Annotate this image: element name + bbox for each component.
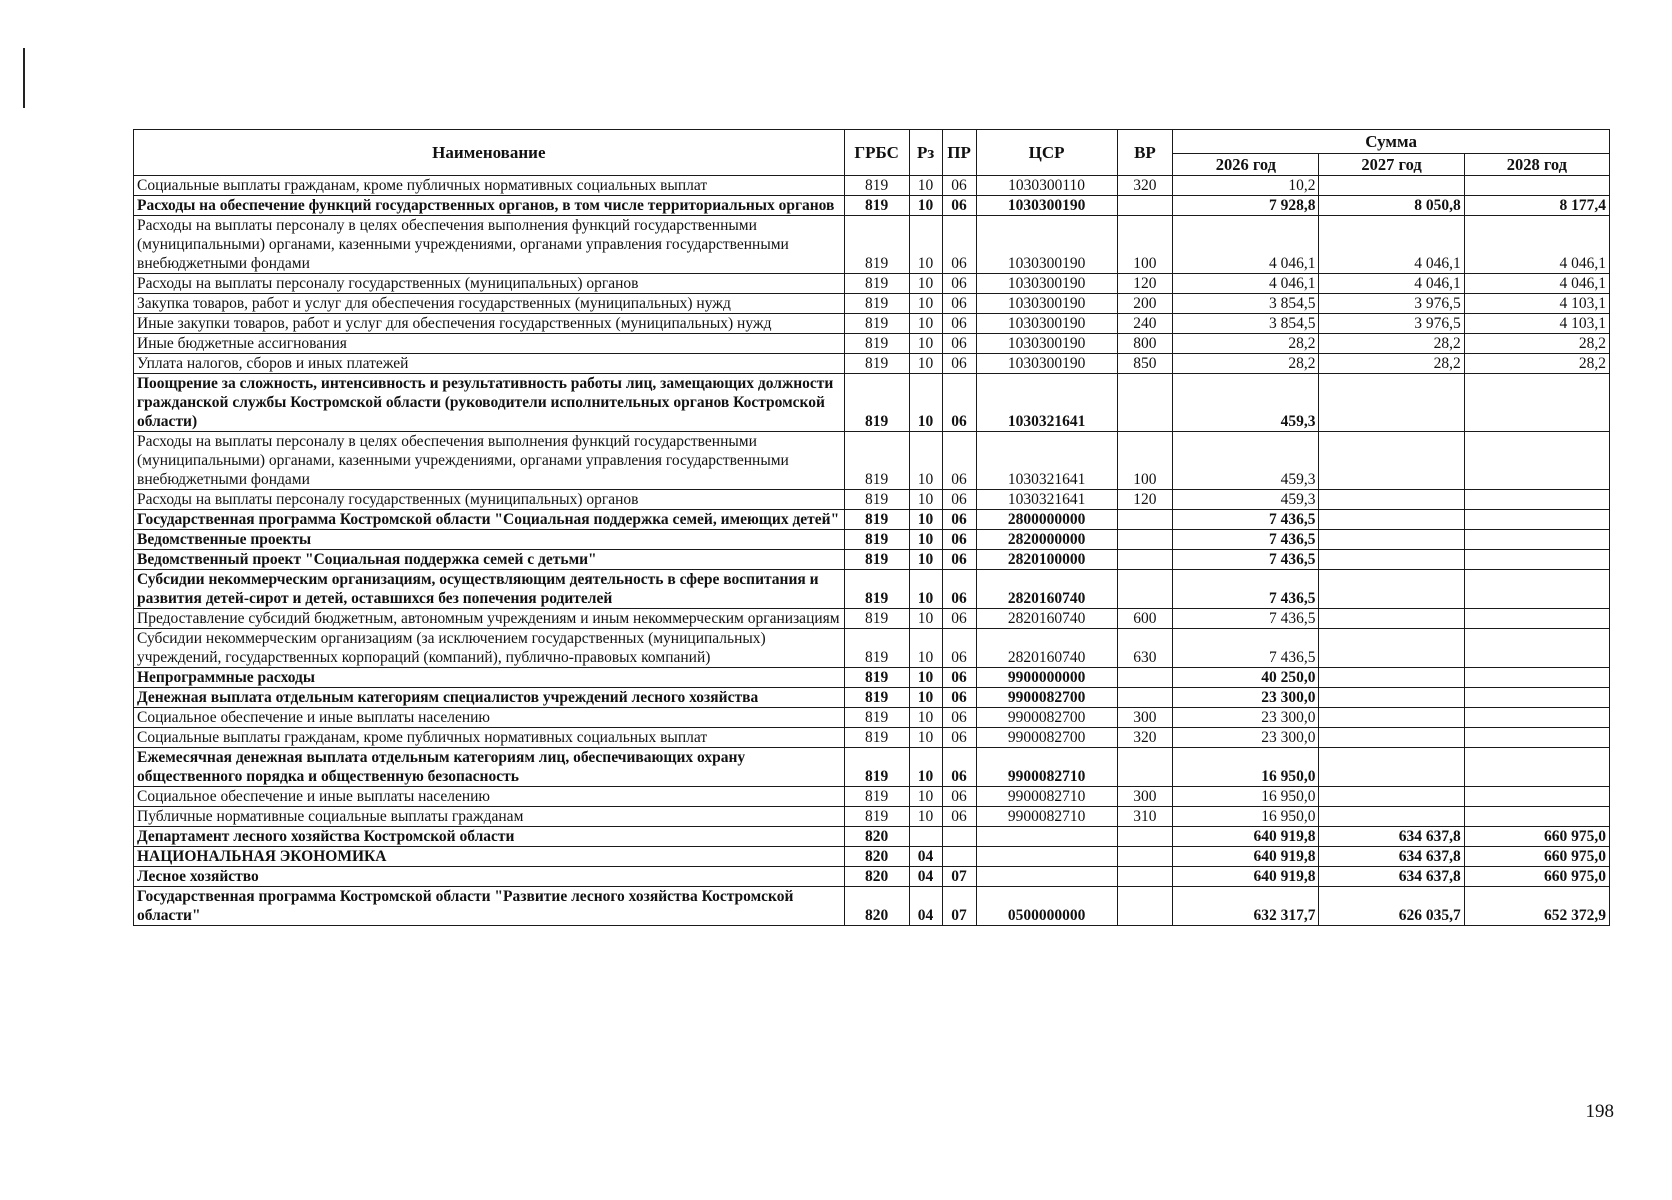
- cell-sum-2026: 7 436,5: [1173, 530, 1319, 550]
- cell-rz: 10: [909, 374, 942, 432]
- cell-sum-2027: 8 050,8: [1319, 196, 1464, 216]
- cell-grbs: 819: [844, 196, 909, 216]
- cell-name: Государственная программа Костромской области "Социальная поддержка семей, имеющих детей": [134, 510, 845, 530]
- table-row: [134, 787, 1610, 807]
- table-row: [134, 196, 1610, 216]
- cell-vr: [1117, 827, 1173, 847]
- header-name: Наименование: [134, 130, 845, 176]
- cell-name: Департамент лесного хозяйства Костромской области: [134, 827, 845, 847]
- cell-sum-2028: [1464, 374, 1609, 432]
- cell-pr: 06: [942, 294, 976, 314]
- cell-rz: 10: [909, 530, 942, 550]
- cell-pr: 06: [942, 314, 976, 334]
- cell-sum-2026: 7 436,5: [1173, 570, 1319, 609]
- cell-rz: 10: [909, 294, 942, 314]
- cell-pr: 07: [942, 887, 976, 926]
- table-row: [134, 570, 1610, 609]
- cell-sum-2026: 28,2: [1173, 334, 1319, 354]
- cell-name: Социальные выплаты гражданам, кроме публичных нормативных социальных выплат: [134, 728, 845, 748]
- cell-csr: 9900082700: [976, 708, 1117, 728]
- cell-grbs: 819: [844, 334, 909, 354]
- cell-grbs: 819: [844, 314, 909, 334]
- cell-name: Предоставление субсидий бюджетным, автономным учреждениям и иным некоммерческим организациям: [134, 609, 845, 629]
- cell-sum-2026: 40 250,0: [1173, 668, 1319, 688]
- cell-grbs: 819: [844, 688, 909, 708]
- cell-vr: 200: [1117, 294, 1173, 314]
- cell-sum-2027: [1319, 530, 1464, 550]
- table-row: [134, 374, 1610, 432]
- cell-vr: [1117, 847, 1173, 867]
- cell-sum-2028: [1464, 530, 1609, 550]
- cell-rz: 10: [909, 196, 942, 216]
- cell-pr: 06: [942, 708, 976, 728]
- cell-csr: 9900000000: [976, 668, 1117, 688]
- table-row: [134, 748, 1610, 787]
- cell-sum-2026: 16 950,0: [1173, 807, 1319, 827]
- cell-sum-2028: [1464, 570, 1609, 609]
- cell-sum-2028: 8 177,4: [1464, 196, 1609, 216]
- cell-rz: [909, 827, 942, 847]
- cell-sum-2028: 28,2: [1464, 354, 1609, 374]
- cell-vr: 300: [1117, 708, 1173, 728]
- cell-name: Расходы на выплаты персоналу государственных (муниципальных) органов: [134, 490, 845, 510]
- cell-name: Социальное обеспечение и иные выплаты населению: [134, 708, 845, 728]
- cell-sum-2028: 652 372,9: [1464, 887, 1609, 926]
- cell-pr: 06: [942, 748, 976, 787]
- cell-rz: 10: [909, 787, 942, 807]
- cell-sum-2027: [1319, 550, 1464, 570]
- cell-sum-2028: [1464, 807, 1609, 827]
- cell-sum-2028: [1464, 432, 1609, 490]
- cell-csr: 1030300190: [976, 274, 1117, 294]
- header-csr: ЦСР: [976, 130, 1117, 176]
- cell-sum-2028: [1464, 787, 1609, 807]
- cell-pr: 06: [942, 570, 976, 609]
- cell-rz: 10: [909, 510, 942, 530]
- cell-rz: 10: [909, 354, 942, 374]
- cell-sum-2027: 626 035,7: [1319, 887, 1464, 926]
- table-row: [134, 688, 1610, 708]
- cell-sum-2027: [1319, 629, 1464, 668]
- cell-name: Ежемесячная денежная выплата отдельным категориям лиц, обеспечивающих охрану общественного порядка и общественную безопасность: [134, 748, 845, 787]
- cell-sum-2028: [1464, 609, 1609, 629]
- cell-sum-2028: [1464, 510, 1609, 530]
- cell-pr: 06: [942, 274, 976, 294]
- cell-csr: 1030300190: [976, 334, 1117, 354]
- cell-sum-2028: 4 103,1: [1464, 294, 1609, 314]
- cell-pr: 06: [942, 668, 976, 688]
- cell-pr: 06: [942, 490, 976, 510]
- cell-pr: [942, 847, 976, 867]
- cell-sum-2028: [1464, 728, 1609, 748]
- cell-sum-2028: [1464, 490, 1609, 510]
- cell-sum-2028: 660 975,0: [1464, 827, 1609, 847]
- cell-pr: 06: [942, 609, 976, 629]
- cell-pr: 06: [942, 629, 976, 668]
- table-row: [134, 827, 1610, 847]
- cell-sum-2028: [1464, 748, 1609, 787]
- cell-sum-2026: 23 300,0: [1173, 708, 1319, 728]
- cell-vr: [1117, 374, 1173, 432]
- cell-csr: 2820160740: [976, 570, 1117, 609]
- cell-name: Непрограммные расходы: [134, 668, 845, 688]
- cell-sum-2026: 23 300,0: [1173, 728, 1319, 748]
- header-vr: ВР: [1117, 130, 1173, 176]
- cell-sum-2027: 634 637,8: [1319, 827, 1464, 847]
- cell-csr: 1030300110: [976, 176, 1117, 196]
- cell-rz: 10: [909, 609, 942, 629]
- page-number: 198: [1585, 1101, 1614, 1122]
- cell-vr: 320: [1117, 176, 1173, 196]
- header-grbs: ГРБС: [844, 130, 909, 176]
- cell-grbs: 819: [844, 570, 909, 609]
- cell-name: Расходы на выплаты персоналу государственных (муниципальных) органов: [134, 274, 845, 294]
- cell-sum-2026: 28,2: [1173, 354, 1319, 374]
- cell-rz: 10: [909, 688, 942, 708]
- table-row: [134, 432, 1610, 490]
- cell-pr: 06: [942, 354, 976, 374]
- cell-csr: 9900082700: [976, 688, 1117, 708]
- table-row: [134, 490, 1610, 510]
- cell-sum-2028: [1464, 688, 1609, 708]
- cell-csr: 9900082710: [976, 748, 1117, 787]
- cell-sum-2027: [1319, 688, 1464, 708]
- cell-name: Расходы на обеспечение функций государственных органов, в том числе территориальных органов: [134, 196, 845, 216]
- cell-vr: [1117, 550, 1173, 570]
- cell-sum-2026: 4 046,1: [1173, 216, 1319, 274]
- cell-vr: [1117, 196, 1173, 216]
- cell-pr: 07: [942, 867, 976, 887]
- header-pr: ПР: [942, 130, 976, 176]
- cell-csr: 1030321641: [976, 374, 1117, 432]
- cell-csr: 2800000000: [976, 510, 1117, 530]
- cell-grbs: 819: [844, 274, 909, 294]
- cell-name: Государственная программа Костромской области "Развитие лесного хозяйства Костромской области": [134, 887, 845, 926]
- cell-grbs: 819: [844, 294, 909, 314]
- cell-sum-2027: [1319, 510, 1464, 530]
- cell-csr: 1030321641: [976, 490, 1117, 510]
- cell-name: Расходы на выплаты персоналу в целях обеспечения выполнения функций государственными (муниципальными) органами, казенными учреждениями, органами управления государственными внебюджетными фондами: [134, 432, 845, 490]
- cell-rz: 10: [909, 728, 942, 748]
- cell-vr: [1117, 867, 1173, 887]
- cell-sum-2026: 7 928,8: [1173, 196, 1319, 216]
- cell-sum-2027: [1319, 176, 1464, 196]
- table-row: [134, 609, 1610, 629]
- cell-rz: 10: [909, 807, 942, 827]
- cell-vr: 120: [1117, 490, 1173, 510]
- cell-pr: 06: [942, 510, 976, 530]
- table-row: [134, 708, 1610, 728]
- cell-grbs: 820: [844, 847, 909, 867]
- cell-vr: 300: [1117, 787, 1173, 807]
- cell-sum-2028: 660 975,0: [1464, 867, 1609, 887]
- cell-grbs: 819: [844, 490, 909, 510]
- cell-vr: 800: [1117, 334, 1173, 354]
- table-row: [134, 334, 1610, 354]
- cell-vr: [1117, 510, 1173, 530]
- cell-name: Закупка товаров, работ и услуг для обеспечения государственных (муниципальных) нужд: [134, 294, 845, 314]
- cell-rz: 10: [909, 274, 942, 294]
- cell-csr: 1030300190: [976, 314, 1117, 334]
- table-header: [134, 130, 1610, 176]
- cell-name: Поощрение за сложность, интенсивность и результативность работы лиц, замещающих должности гражданской службы Костромской области (руководители исполнительных органов Костромской области): [134, 374, 845, 432]
- table-row: [134, 216, 1610, 274]
- cell-sum-2028: [1464, 668, 1609, 688]
- cell-name: Денежная выплата отдельным категориям специалистов учреждений лесного хозяйства: [134, 688, 845, 708]
- cell-sum-2028: 4 046,1: [1464, 216, 1609, 274]
- cell-rz: 10: [909, 490, 942, 510]
- cell-sum-2027: 3 976,5: [1319, 294, 1464, 314]
- cell-vr: 100: [1117, 216, 1173, 274]
- cell-pr: 06: [942, 688, 976, 708]
- cell-sum-2027: 4 046,1: [1319, 216, 1464, 274]
- cell-sum-2026: 7 436,5: [1173, 609, 1319, 629]
- cell-vr: 850: [1117, 354, 1173, 374]
- cell-sum-2026: 7 436,5: [1173, 550, 1319, 570]
- cell-sum-2027: [1319, 748, 1464, 787]
- cell-vr: [1117, 887, 1173, 926]
- cell-sum-2027: [1319, 490, 1464, 510]
- cell-csr: 1030300190: [976, 216, 1117, 274]
- cell-sum-2026: 459,3: [1173, 490, 1319, 510]
- cell-sum-2027: [1319, 807, 1464, 827]
- cell-name: Ведомственный проект "Социальная поддержка семей с детьми": [134, 550, 845, 570]
- cell-sum-2028: [1464, 176, 1609, 196]
- cell-rz: 04: [909, 867, 942, 887]
- cell-vr: 320: [1117, 728, 1173, 748]
- cell-vr: [1117, 570, 1173, 609]
- cell-sum-2027: [1319, 668, 1464, 688]
- cell-csr: 1030300190: [976, 294, 1117, 314]
- header-year-2028: 2028 год: [1464, 154, 1609, 176]
- cell-vr: 630: [1117, 629, 1173, 668]
- cell-sum-2026: 16 950,0: [1173, 748, 1319, 787]
- cell-csr: [976, 867, 1117, 887]
- cell-csr: [976, 827, 1117, 847]
- cell-grbs: 819: [844, 609, 909, 629]
- cell-sum-2027: [1319, 609, 1464, 629]
- cell-rz: 10: [909, 570, 942, 609]
- table-row: [134, 728, 1610, 748]
- cell-pr: 06: [942, 334, 976, 354]
- cell-name: Иные бюджетные ассигнования: [134, 334, 845, 354]
- cell-csr: 1030321641: [976, 432, 1117, 490]
- cell-pr: 06: [942, 216, 976, 274]
- cell-sum-2028: [1464, 629, 1609, 668]
- cell-csr: 1030300190: [976, 196, 1117, 216]
- table-row: [134, 629, 1610, 668]
- header-year-2026: 2026 год: [1173, 154, 1319, 176]
- cell-csr: 2820000000: [976, 530, 1117, 550]
- cell-vr: [1117, 748, 1173, 787]
- cell-pr: 06: [942, 787, 976, 807]
- cell-vr: 310: [1117, 807, 1173, 827]
- cell-grbs: 819: [844, 432, 909, 490]
- table-row: [134, 887, 1610, 926]
- cell-rz: 10: [909, 748, 942, 787]
- cell-rz: 10: [909, 629, 942, 668]
- cell-pr: 06: [942, 728, 976, 748]
- table-row: [134, 274, 1610, 294]
- cell-pr: 06: [942, 196, 976, 216]
- cell-csr: 9900082710: [976, 807, 1117, 827]
- cell-name: Лесное хозяйство: [134, 867, 845, 887]
- cell-sum-2026: 459,3: [1173, 374, 1319, 432]
- cell-sum-2027: 28,2: [1319, 334, 1464, 354]
- cell-vr: 120: [1117, 274, 1173, 294]
- cell-sum-2026: 16 950,0: [1173, 787, 1319, 807]
- cell-name: Субсидии некоммерческим организациям (за исключением государственных (муниципальных) учреждений, государственных корпораций (компаний), публично-правовых компаний): [134, 629, 845, 668]
- table-row: [134, 550, 1610, 570]
- cell-sum-2027: 3 976,5: [1319, 314, 1464, 334]
- cell-sum-2026: 4 046,1: [1173, 274, 1319, 294]
- table-row: [134, 354, 1610, 374]
- margin-mark: [23, 48, 25, 108]
- cell-rz: 10: [909, 432, 942, 490]
- cell-grbs: 819: [844, 728, 909, 748]
- cell-rz: 04: [909, 887, 942, 926]
- table-row: [134, 314, 1610, 334]
- cell-sum-2026: 632 317,7: [1173, 887, 1319, 926]
- cell-sum-2026: 640 919,8: [1173, 867, 1319, 887]
- cell-name: Социальные выплаты гражданам, кроме публичных нормативных социальных выплат: [134, 176, 845, 196]
- cell-grbs: 819: [844, 510, 909, 530]
- cell-vr: 240: [1117, 314, 1173, 334]
- table-row: [134, 847, 1610, 867]
- cell-sum-2026: 3 854,5: [1173, 314, 1319, 334]
- cell-sum-2028: 660 975,0: [1464, 847, 1609, 867]
- cell-rz: 10: [909, 216, 942, 274]
- cell-grbs: 819: [844, 354, 909, 374]
- cell-vr: 600: [1117, 609, 1173, 629]
- cell-grbs: 819: [844, 748, 909, 787]
- table-row: [134, 668, 1610, 688]
- cell-sum-2028: 28,2: [1464, 334, 1609, 354]
- cell-rz: 10: [909, 314, 942, 334]
- header-year-2027: 2027 год: [1319, 154, 1464, 176]
- cell-csr: 0500000000: [976, 887, 1117, 926]
- cell-vr: [1117, 688, 1173, 708]
- cell-sum-2027: [1319, 374, 1464, 432]
- table-row: [134, 867, 1610, 887]
- cell-grbs: 820: [844, 827, 909, 847]
- cell-sum-2027: 634 637,8: [1319, 867, 1464, 887]
- cell-grbs: 819: [844, 374, 909, 432]
- cell-sum-2027: 4 046,1: [1319, 274, 1464, 294]
- table-row: [134, 294, 1610, 314]
- header-sum: Сумма: [1173, 130, 1610, 154]
- cell-sum-2028: 4 103,1: [1464, 314, 1609, 334]
- cell-name: Ведомственные проекты: [134, 530, 845, 550]
- cell-rz: 10: [909, 668, 942, 688]
- cell-grbs: 820: [844, 887, 909, 926]
- cell-name: Субсидии некоммерческим организациям, осуществляющим деятельность в сфере воспитания и развития детей-сирот и детей, оставшихся без попечения родителей: [134, 570, 845, 609]
- cell-name: Публичные нормативные социальные выплаты гражданам: [134, 807, 845, 827]
- cell-csr: [976, 847, 1117, 867]
- cell-name: Социальное обеспечение и иные выплаты населению: [134, 787, 845, 807]
- cell-vr: 100: [1117, 432, 1173, 490]
- cell-rz: 10: [909, 708, 942, 728]
- cell-pr: [942, 827, 976, 847]
- cell-name: Иные закупки товаров, работ и услуг для обеспечения государственных (муниципальных) нужд: [134, 314, 845, 334]
- cell-pr: 06: [942, 550, 976, 570]
- cell-name: Уплата налогов, сборов и иных платежей: [134, 354, 845, 374]
- cell-grbs: 819: [844, 787, 909, 807]
- cell-pr: 06: [942, 807, 976, 827]
- cell-grbs: 819: [844, 176, 909, 196]
- cell-grbs: 819: [844, 550, 909, 570]
- cell-sum-2027: [1319, 787, 1464, 807]
- cell-vr: [1117, 668, 1173, 688]
- cell-csr: 2820160740: [976, 609, 1117, 629]
- cell-grbs: 819: [844, 629, 909, 668]
- table-row: [134, 176, 1610, 196]
- cell-grbs: 820: [844, 867, 909, 887]
- cell-pr: 06: [942, 374, 976, 432]
- table-row: [134, 510, 1610, 530]
- cell-sum-2026: 10,2: [1173, 176, 1319, 196]
- cell-csr: 9900082700: [976, 728, 1117, 748]
- cell-sum-2026: 23 300,0: [1173, 688, 1319, 708]
- cell-rz: 10: [909, 334, 942, 354]
- cell-sum-2028: [1464, 708, 1609, 728]
- cell-sum-2026: 7 436,5: [1173, 629, 1319, 668]
- cell-pr: 06: [942, 432, 976, 490]
- cell-name: Расходы на выплаты персоналу в целях обеспечения выполнения функций государственными (муниципальными) органами, казенными учреждениями, органами управления государственными внебюджетными фондами: [134, 216, 845, 274]
- cell-rz: 10: [909, 176, 942, 196]
- cell-csr: 1030300190: [976, 354, 1117, 374]
- cell-sum-2026: 640 919,8: [1173, 827, 1319, 847]
- table-row: [134, 807, 1610, 827]
- cell-sum-2028: [1464, 550, 1609, 570]
- cell-sum-2026: 7 436,5: [1173, 510, 1319, 530]
- cell-sum-2027: [1319, 570, 1464, 609]
- cell-sum-2026: 640 919,8: [1173, 847, 1319, 867]
- cell-grbs: 819: [844, 530, 909, 550]
- cell-sum-2027: [1319, 728, 1464, 748]
- cell-sum-2026: 459,3: [1173, 432, 1319, 490]
- budget-table: [133, 129, 1610, 926]
- cell-csr: 2820100000: [976, 550, 1117, 570]
- cell-name: НАЦИОНАЛЬНАЯ ЭКОНОМИКА: [134, 847, 845, 867]
- cell-sum-2027: 28,2: [1319, 354, 1464, 374]
- cell-csr: 2820160740: [976, 629, 1117, 668]
- cell-sum-2027: [1319, 708, 1464, 728]
- cell-rz: 10: [909, 550, 942, 570]
- cell-sum-2027: [1319, 432, 1464, 490]
- table-body: [134, 176, 1610, 926]
- cell-rz: 04: [909, 847, 942, 867]
- cell-grbs: 819: [844, 216, 909, 274]
- cell-pr: 06: [942, 530, 976, 550]
- cell-sum-2028: 4 046,1: [1464, 274, 1609, 294]
- cell-pr: 06: [942, 176, 976, 196]
- table-row: [134, 530, 1610, 550]
- header-rz: Рз: [909, 130, 942, 176]
- cell-grbs: 819: [844, 708, 909, 728]
- cell-vr: [1117, 530, 1173, 550]
- cell-grbs: 819: [844, 668, 909, 688]
- cell-grbs: 819: [844, 807, 909, 827]
- cell-sum-2026: 3 854,5: [1173, 294, 1319, 314]
- cell-csr: 9900082710: [976, 787, 1117, 807]
- cell-sum-2027: 634 637,8: [1319, 847, 1464, 867]
